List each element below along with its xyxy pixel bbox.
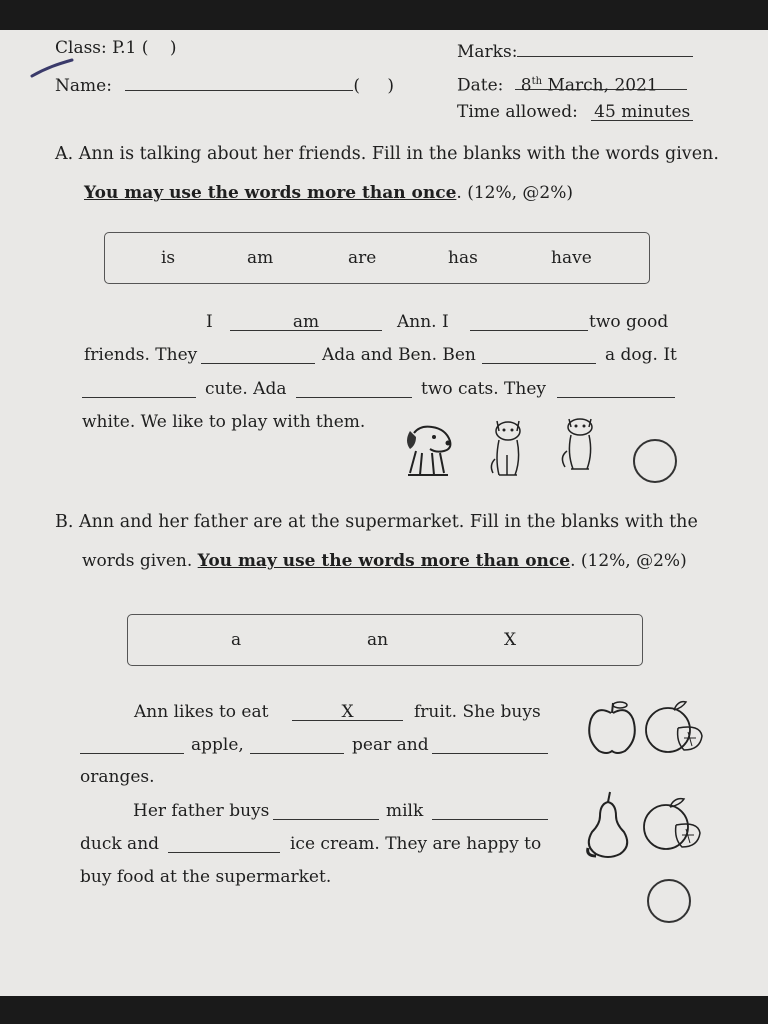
blank-a1[interactable]: am [230,312,382,331]
text-ada-ben: Ada and Ben. Ben [322,345,476,365]
section-b-marks: . (12%, @2%) [570,551,687,571]
text-buy-food: buy food at the supermarket. [80,867,332,887]
word-are: are [348,248,377,268]
section-a-marks: . (12%, @2%) [456,183,574,203]
date-label: Date: [457,75,504,96]
answer-circle[interactable] [633,439,677,483]
time-field [457,102,693,122]
section-a-note-bold: You may use the words more than once [84,183,457,203]
text-ann-likes: Ann likes to eat [134,702,269,722]
text-her-father: Her father buys [133,801,270,821]
text-friends-they: friends. They [84,345,198,365]
name-paren-close: ) [387,76,395,96]
time-value: 45 minutes [591,102,693,121]
text-two-cats: two cats. They [421,379,546,399]
name-blank[interactable] [125,72,353,91]
dog-icon [400,423,460,479]
blank-b3[interactable] [250,735,344,754]
word-an: an [367,630,389,650]
orange-icon [638,795,704,853]
marks-blank[interactable] [517,38,693,57]
text-two-good: two good [589,312,669,332]
class-label: Class: P.1 ( [55,38,149,58]
date-value: 8th March, 2021 [515,72,687,90]
text-pear-and: pear and [352,735,429,755]
cat-icon [557,413,603,475]
word-a: a [231,630,242,650]
word-x: X [504,630,517,650]
word-has: has [448,248,478,268]
text-ann-i: Ann. I [397,312,449,332]
text-white: white. We like to play with them. [82,412,366,432]
cat-icon [487,415,529,479]
time-label: Time allowed: [457,102,578,122]
worksheet-page [0,30,768,996]
marks-label: Marks: [457,42,518,62]
blank-b4[interactable] [432,735,548,754]
blank-b5[interactable] [273,801,379,820]
text-duck-and: duck and [80,834,160,854]
word-have: have [551,248,592,268]
marks-field [457,38,693,62]
orange-icon [640,698,706,756]
section-b-word-box [127,614,643,666]
text-ice-cream: ice cream. They are happy to [290,834,542,854]
date-field [457,72,687,96]
blank-a7[interactable] [557,379,675,398]
text-milk: milk [386,801,424,821]
blank-a4[interactable] [482,345,596,364]
text-fruit-she-buys: fruit. She buys [414,702,541,722]
blank-a6[interactable] [296,379,412,398]
section-b-instruction: B. Ann and her father are at the supermarket. Fill in the blanks with the [55,512,698,532]
section-b-note-bold: You may use the words more than once [197,551,571,571]
pear-icon [582,790,634,860]
text-oranges: oranges. [80,767,155,787]
section-b-instruction-2: words given. [82,551,193,571]
text-a-dog: a dog. It [605,345,677,365]
name-paren-open: ( [353,76,360,96]
blank-a5[interactable] [82,379,196,398]
text-cute-ada: cute. Ada [205,379,287,399]
word-am: am [247,248,274,268]
name-label: Name: [55,76,112,96]
word-is: is [161,248,176,268]
blank-a3[interactable] [201,345,315,364]
text-apple: apple, [191,735,244,755]
class-field [55,38,176,58]
blank-b7[interactable] [168,834,280,853]
section-a-note [84,183,573,203]
section-a-word-box [104,232,650,284]
section-b-note [82,551,687,571]
blank-b2[interactable] [80,735,184,754]
blank-b1[interactable]: X [292,702,403,721]
answer-circle[interactable] [647,879,691,923]
blank-b6[interactable] [432,801,548,820]
blank-a2[interactable] [470,312,588,331]
text-i: I [206,312,213,332]
section-a-instruction: A. Ann is talking about her friends. Fill in the blanks with the words given. [55,144,719,164]
name-field [55,72,394,96]
apple-icon [585,699,639,757]
class-close: ) [169,38,177,58]
